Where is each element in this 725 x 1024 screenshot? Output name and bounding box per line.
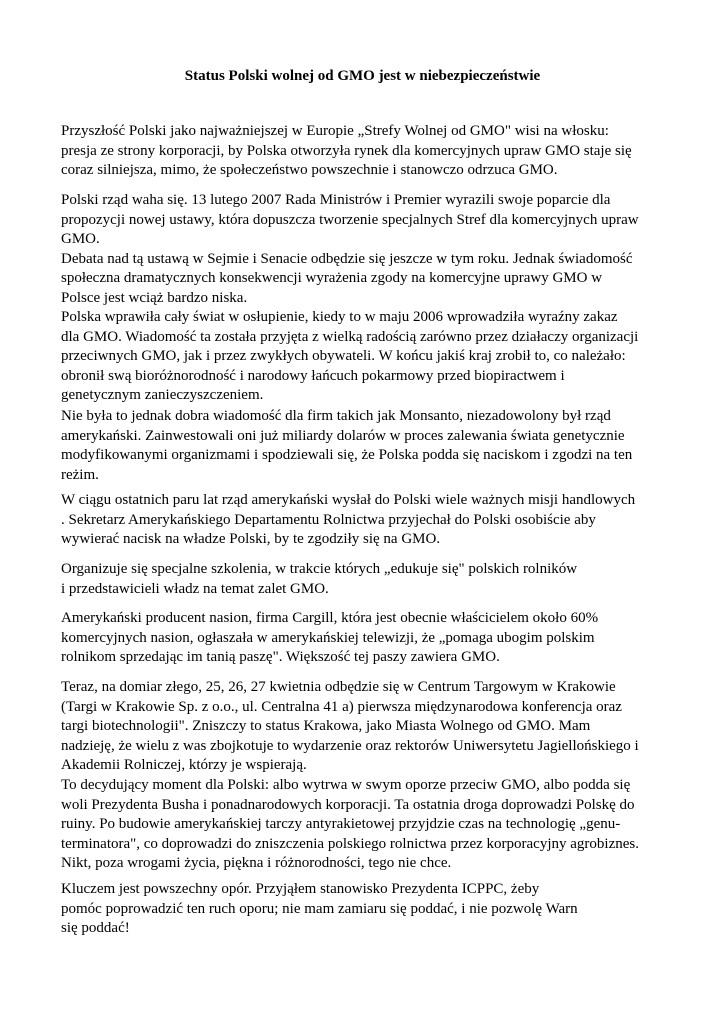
paragraph-4: [61, 407, 661, 485]
paragraph-6: [61, 560, 661, 599]
text-line: wywierać nacisk na władze Polski, by te zgodziły się na GMO.: [61, 531, 441, 548]
text-line: Nie była to jednak dobra wiadomość dla firm takich jak Monsanto, niezadowolony był rząd: [61, 408, 611, 424]
text-line: . Sekretarz Amerykańskiego Departamentu Rolnictwa przyjechał do Polski osobiście aby: [61, 511, 596, 528]
text-line: Kluczem jest powszechny opór. Przyjąłem stanowisko Prezydenta ICPPC, żeby: [61, 881, 540, 897]
text-line: komercyjnych nasion, ogłaszała w amerykańskiej telewizji, że „pomaga ubogim polskim: [61, 629, 595, 646]
paragraph-7: [61, 609, 661, 668]
text-line: Teraz, na domiar złego, 25, 26, 27 kwietnia odbędzie się w Centrum Targowym w Krakowie: [61, 679, 616, 695]
text-line: woli Prezydenta Busha i ponadnarodowych korporacji. Ta ostatnia droga doprowadzi Polskę do: [61, 796, 635, 813]
text-line: przeciwnych GMO, jak i przez zwykłych obywateli. W końcu jakiś kraj zrobił to, co należało:: [61, 348, 626, 365]
text-line: Nikt, poza wrogami życia, piękna i różnorodności, tego nie chce.: [61, 855, 452, 872]
text-line: (Targi w Krakowie Sp. z o.o., ul. Centralna 41 a) pierwsza międzynarodowa konferencja oraz: [61, 698, 622, 715]
paragraph-1: [61, 122, 661, 181]
paragraph-10: [61, 880, 661, 939]
text-line: ruiny. Po budowie amerykańskiej tarczy antyrakietowej przyjdzie czas na technologię „genu-: [61, 816, 621, 833]
text-line: pomóc poprowadzić ten ruch oporu; nie mam zamiaru się poddać, i nie pozwolę Warn: [61, 900, 578, 917]
text-line: społeczna dramatycznych konsekwencji wyrażenia zgody na komercyjne uprawy GMO w: [61, 270, 603, 287]
text-line: amerykański. Zainwestowali oni już miliardy dolarów w proces zalewania świata genetycznie: [61, 427, 625, 444]
text-line: coraz silniejsza, mimo, że społeczeństwo powszechnie i stanowczo odrzuca GMO.: [61, 162, 558, 179]
paragraph-9: [61, 776, 661, 874]
text-line: Organizuje się specjalne szkolenia, w trakcie których „edukuje się" polskich rolników: [61, 561, 578, 577]
text-line: W ciągu ostatnich paru lat rząd amerykański wysłał do Polski wiele ważnych misji handlowych: [61, 492, 636, 508]
text-line: obronił swą bioróżnorodność i narodowy łańcuch pokarmowy przed biopiractwem i: [61, 367, 565, 384]
paragraph-8: [61, 678, 661, 776]
text-line: Polski rząd waha się. 13 lutego 2007 Rada Ministrów i Premier wyrazili swoje poparcie dla: [61, 192, 611, 208]
document-title: Status Polski wolnej od GMO jest w niebezpieczeństwie: [184, 68, 541, 84]
text-line: Amerykański producent nasion, firma Cargill, która jest obecnie właścicielem około 60%: [61, 610, 599, 626]
text-line: się poddać!: [61, 920, 130, 937]
text-line: Akademii Rolniczej, którzy je wspierają.: [61, 757, 307, 774]
text-line: genetycznym zanieczyszczeniem.: [61, 387, 264, 404]
text-line: nadzieję, że wielu z was zbojkotuje to wydarzenie oraz rektorów Uniwersytetu Jagiellońskiego i: [61, 737, 639, 754]
paragraph-3: [61, 308, 661, 406]
text-line: presja ze strony korporacji, by Polska otworzyła rynek dla komercyjnych upraw GMO staje się: [61, 142, 632, 159]
text-line: reżim.: [61, 466, 99, 483]
text-line: Debata nad tą ustawą w Sejmie i Senacie odbędzie się jeszcze w tym roku. Jednak świadomość: [61, 250, 633, 267]
text-line: Polska wprawiła cały świat w osłupienie, kiedy to w maju 2006 wprowadziła wyraźny zakaz: [61, 309, 618, 325]
paragraph-2: [61, 191, 661, 309]
paragraph-5: [61, 491, 661, 550]
text-line: modyfikowanymi organizmami i spodziewali się, że Polska podda się naciskom i zgodzi na ten: [61, 447, 633, 464]
text-line: Przyszłość Polski jako najważniejszej w Europie „Strefy Wolnej od GMO" wisi na włosku:: [61, 123, 609, 139]
text-line: To decydujący moment dla Polski: albo wytrwa w swym oporze przeciw GMO, albo podda się: [61, 777, 631, 793]
text-line: Polsce jest wciąż bardzo niska.: [61, 289, 248, 306]
text-line: i przedstawicieli władz na temat zalet GMO.: [61, 580, 329, 597]
text-line: GMO.: [61, 231, 100, 248]
text-line: dla GMO. Wiadomość ta została przyjęta z wielką radością zarówno przez działaczy organizacji: [61, 328, 639, 345]
text-line: propozycji nowej ustawy, która dopuszcza tworzenie specjalnych Stref dla komercyjnych upraw: [61, 211, 639, 228]
text-line: rolnikom sprzedając im tanią paszę". Większość tej paszy zawiera GMO.: [61, 649, 500, 666]
text-line: targi biotechnologii". Zniszczy to status Krakowa, jako Miasta Wolnego od GMO. Mam: [61, 718, 591, 735]
text-line: terminatora", co doprowadzi do zniszczenia polskiego rolnictwa przez korporacyjny agrobiznes.: [61, 835, 639, 852]
